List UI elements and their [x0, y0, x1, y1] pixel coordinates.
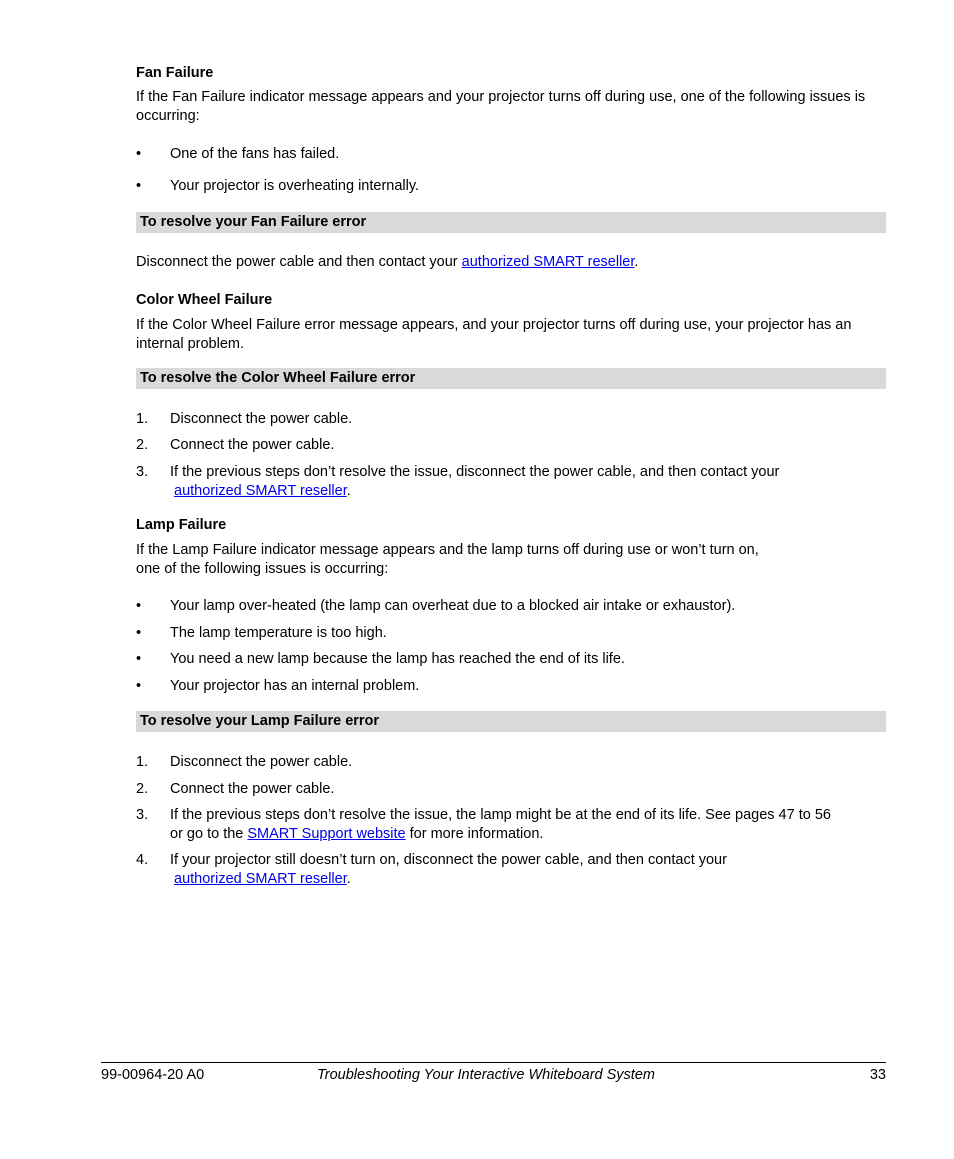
list-item-text: If the previous steps don’t resolve the issue, disconnect the power cable, and then contact your	[170, 464, 780, 480]
step-number: 1.	[136, 754, 149, 770]
list-item	[136, 145, 886, 164]
list-item	[136, 436, 886, 455]
bullet-marker: •	[136, 678, 142, 694]
step-number: 1.	[136, 411, 149, 427]
step-number: 3.	[136, 464, 149, 480]
bullet-marker: •	[136, 625, 142, 641]
list-item-text: One of the fans has failed.	[170, 146, 340, 162]
color-wheel-resolve-heading: To resolve the Color Wheel Failure error	[136, 368, 886, 389]
page-number: 33	[869, 1067, 886, 1083]
list-item-text: You need a new lamp because the lamp has reached the end of its life.	[170, 651, 625, 667]
list-item	[136, 677, 886, 696]
fan-resolve-text	[136, 253, 886, 272]
bullet-marker: •	[136, 178, 142, 194]
list-item	[136, 851, 886, 889]
list-item	[136, 753, 886, 772]
step-number: 2.	[136, 437, 149, 453]
list-item	[136, 463, 886, 501]
lamp-failure-heading: Lamp Failure	[136, 517, 227, 533]
text: or go to the	[170, 826, 248, 842]
lamp-resolve-heading: To resolve your Lamp Failure error	[136, 711, 886, 732]
text: .	[346, 871, 351, 887]
list-item-text: The lamp temperature is too high.	[170, 625, 387, 641]
document-title: Troubleshooting Your Interactive Whiteboard System	[317, 1067, 655, 1083]
list-item-continuation	[170, 870, 886, 889]
text: for more information.	[405, 826, 544, 842]
page-footer	[101, 1062, 886, 1088]
authorized-reseller-link[interactable]: authorized SMART reseller	[174, 871, 347, 887]
authorized-reseller-link[interactable]: authorized SMART reseller	[461, 254, 635, 270]
bullet-marker: •	[136, 651, 142, 667]
fan-resolve-heading: To resolve your Fan Failure error	[136, 212, 886, 233]
list-item-text: Your lamp over-heated (the lamp can overheat due to a blocked air intake or exhaustor).	[170, 598, 736, 614]
list-item-text: Your projector is overheating internally.	[170, 178, 420, 194]
list-item-text: If the previous steps don’t resolve the issue, the lamp might be at the end of its life. See pages 47 to 56	[170, 807, 831, 823]
fan-failure-intro: If the Fan Failure indicator message appears and your projector turns off during use, one of the following issues is occurring:	[136, 89, 866, 124]
list-item	[136, 780, 886, 799]
page-content	[136, 64, 886, 889]
list-item-text: Your projector has an internal problem.	[170, 678, 420, 694]
text: .	[634, 254, 639, 270]
list-item-text: Connect the power cable.	[170, 437, 335, 453]
fan-failure-heading: Fan Failure	[136, 65, 214, 81]
step-number: 2.	[136, 781, 149, 797]
bullet-marker: •	[136, 146, 142, 162]
lamp-failure-intro-line1: If the Lamp Failure indicator message appears and the lamp turns off during use or won’t turn on,	[136, 542, 759, 558]
lamp-failure-intro-line2: one of the following issues is occurring:	[136, 561, 389, 577]
list-item-text: Disconnect the power cable.	[170, 754, 353, 770]
document-number: 99-00964-20 A0	[101, 1067, 205, 1083]
list-item	[136, 806, 886, 844]
color-wheel-failure-intro: If the Color Wheel Failure error message appears, and your projector turns off during use, your projector has an internal problem.	[136, 317, 852, 352]
list-item	[136, 597, 886, 616]
smart-support-website-link[interactable]: SMART Support website	[247, 826, 406, 842]
list-item-text: Disconnect the power cable.	[170, 411, 353, 427]
authorized-reseller-link[interactable]: authorized SMART reseller	[174, 483, 347, 499]
text: .	[346, 483, 351, 499]
list-item	[136, 624, 886, 643]
list-item-text: Connect the power cable.	[170, 781, 335, 797]
list-item	[136, 410, 886, 429]
step-number: 4.	[136, 852, 149, 868]
list-item	[136, 177, 886, 196]
list-item	[136, 650, 886, 669]
step-number: 3.	[136, 807, 149, 823]
bullet-marker: •	[136, 598, 142, 614]
color-wheel-failure-heading: Color Wheel Failure	[136, 292, 273, 308]
text: Disconnect the power cable and then contact your	[136, 254, 462, 270]
list-item-continuation	[170, 482, 886, 501]
list-item-text: If your projector still doesn’t turn on, disconnect the power cable, and then contact your	[170, 852, 727, 868]
